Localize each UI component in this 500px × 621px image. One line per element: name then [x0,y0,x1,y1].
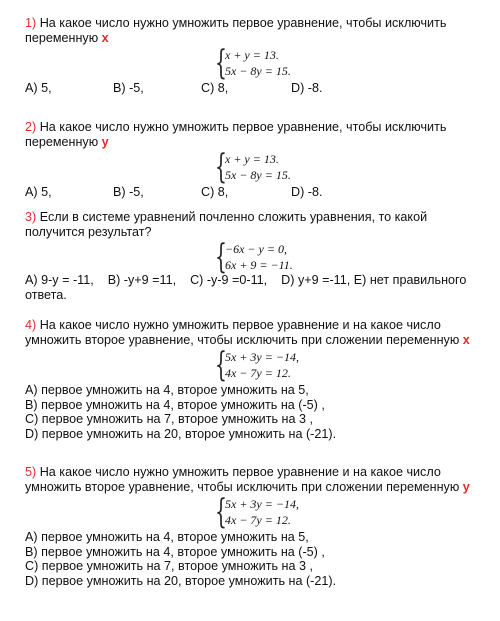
question-5-text [25,465,490,494]
answer-d[interactable]: D) первое умножить на 20, второе умножить на (-21). [25,573,337,588]
question-number: 3) [25,210,37,224]
answer-a[interactable]: A) 5, [25,81,52,95]
question-5 [25,465,490,588]
equation-1: x + y = 13. [225,48,279,62]
brace-icon: { [215,492,227,532]
equation-2: 4x − 7y = 12. [225,366,291,380]
equation-system [215,345,490,385]
question-body: На какое число нужно умножить первое уравнение, чтобы исключить переменную [25,120,447,149]
answer-a[interactable]: A) первое умножить на 4, второе умножить на 5, [25,383,309,397]
question-1-text [25,16,490,45]
brace-icon: { [215,43,227,83]
equation-1: −6x − y = 0, [225,242,287,256]
equation-system [215,147,490,187]
question-2 [25,120,490,200]
answer-d[interactable]: D) -8. [291,81,323,95]
answer-c[interactable]: C) первое умножить на 7, второе умножить на 3 , [25,559,313,573]
equation-system [215,492,490,532]
answer-c[interactable]: C) 8, [201,185,229,199]
answer-c[interactable]: C) первое умножить на 7, второе умножить на 3 , [25,412,313,426]
equation-1: x + y = 13. [225,152,279,166]
answer-b[interactable]: B) первое умножить на 4, второе умножить на (-5) , [25,544,325,559]
question-3-text [25,210,490,239]
answer-b[interactable]: B) -5, [113,185,144,199]
equation-system [215,237,490,277]
question-1 [25,16,490,96]
question-2-text [25,120,490,149]
equation-1: 5x + 3y = −14, [225,497,299,511]
question-number: 5) [25,465,37,479]
answer-options[interactable]: A) 9-y = -11, B) -y+9 =11, C) -y-9 =0-11, D) y+9 =-11, E) нет правильного ответа. [25,273,470,302]
answer-options [25,530,490,588]
target-variable: y [101,134,109,149]
question-number: 1) [25,16,37,30]
equation-2: 4x − 7y = 12. [225,513,291,527]
question-3 [25,210,490,302]
equation-2: 5x − 8y = 15. [225,168,291,182]
target-variable: x [462,332,470,347]
question-body: На какое число нужно умножить первое уравнение и на какое число умножить второе уравнение, чтобы исключить при сложении переменную [25,318,460,347]
brace-icon: { [215,147,227,187]
answer-d[interactable]: D) первое умножить на 20, второе умножить на (-21). [25,426,337,441]
equation-system [215,43,490,83]
question-number: 2) [25,120,37,134]
answer-b[interactable]: B) первое умножить на 4, второе умножить на (-5) , [25,397,325,412]
target-variable: x [101,30,109,45]
answer-c[interactable]: C) 8, [201,81,229,95]
question-4-text [25,318,490,347]
answer-a[interactable]: A) первое умножить на 4, второе умножить на 5, [25,530,309,544]
brace-icon: { [215,345,227,385]
answer-d[interactable]: D) -8. [291,185,323,199]
question-body: Если в системе уравнений почленно сложить уравнения, то какой получится результат? [25,210,428,239]
equation-2: 5x − 8y = 15. [225,64,291,78]
question-4 [25,318,490,441]
equation-1: 5x + 3y = −14, [225,350,299,364]
answer-options [25,383,490,441]
answer-options [25,81,490,96]
equation-2: 6x + 9 = −11. [225,258,293,272]
question-number: 4) [25,318,37,332]
answer-b[interactable]: B) -5, [113,81,144,95]
answer-options [25,185,490,200]
question-body: На какое число нужно умножить первое уравнение, чтобы исключить переменную [25,16,447,45]
answer-a[interactable]: A) 5, [25,185,52,199]
target-variable: y [462,479,470,494]
question-body: На какое число нужно умножить первое уравнение и на какое число умножить второе уравнение, чтобы исключить при сложении переменную [25,465,460,494]
brace-icon: { [215,237,227,277]
